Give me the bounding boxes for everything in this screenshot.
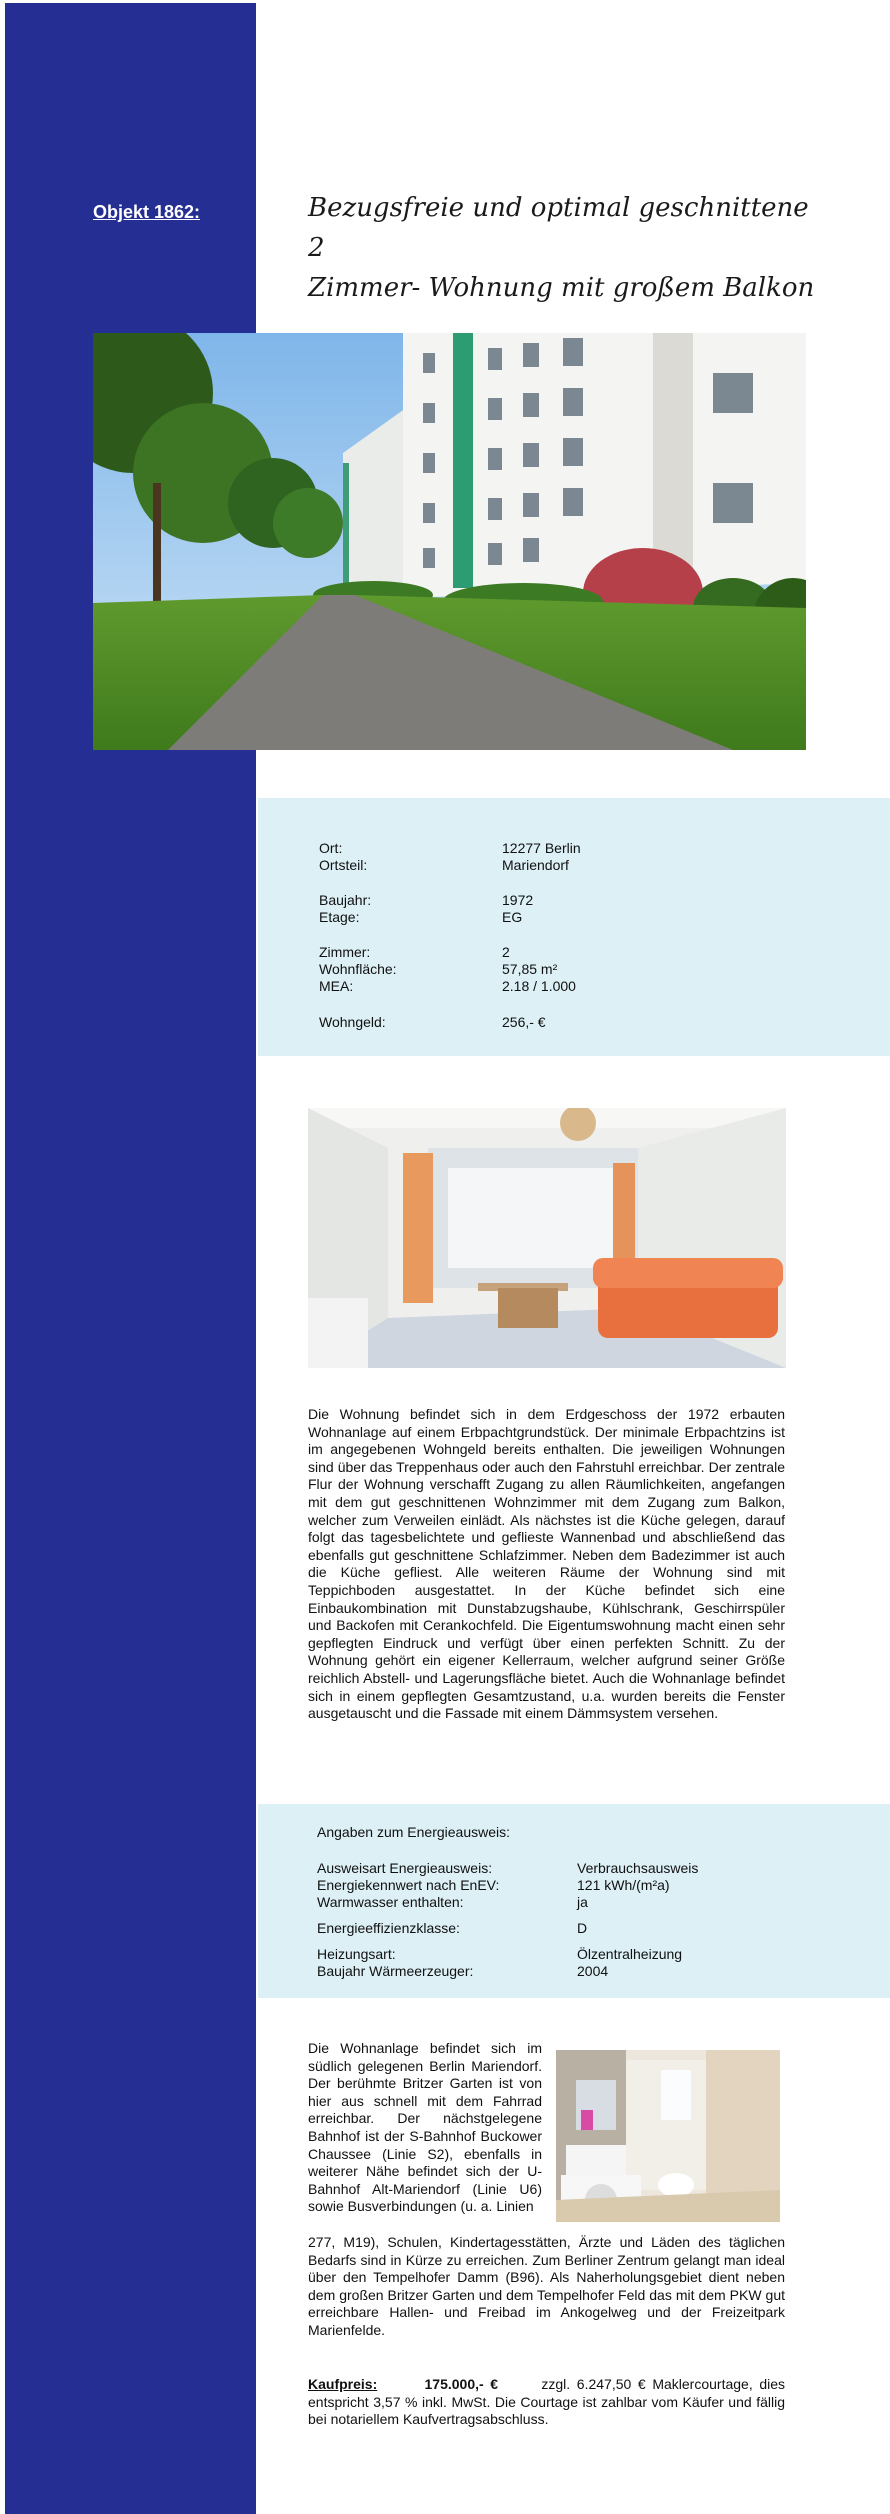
- title-line-2: Zimmer- Wohnung mit großem Balkon: [308, 273, 815, 303]
- facts-box: [258, 798, 890, 1056]
- energy-row: Warmwasser enthalten: ja: [317, 1894, 588, 1910]
- fact-row: Zimmer: 2: [319, 944, 510, 960]
- energy-group-2: [317, 1920, 587, 1937]
- page-title: [308, 188, 828, 308]
- facts-size: [319, 944, 576, 995]
- fact-row: Wohngeld: 256,- €: [319, 1014, 546, 1030]
- fact-row: Etage: EG: [319, 909, 523, 925]
- title-line-1: Bezugsfreie und optimal geschnittene 2: [308, 193, 809, 263]
- energy-row: Energiekennwert nach EnEV: 121 kWh/(m²a): [317, 1877, 670, 1893]
- property-description: Die Wohnung befindet sich in dem Erdgeschoss der 1972 erbauten Wohnanlage auf einem Erbpachtgrundstück. Der minimale Erbpachtzins ist im angegebenen Wohngeld bereits enthalten. Die jeweiligen Wohnungen sind über das Treppenhaus oder auch den Fahrstuhl erreichbar. Der zentrale Flur der Wohnung verschafft Zugang zu allen Räumlichkeiten, angefangen mit dem gut geschnittenen Wohnzimmer mit dem Zugang zum Balkon, welcher zum Verweilen einlädt. Als nächstes ist die Küche gelegen, darauf folgt das tagesbelichtete und geflieste Wannenbad und abschließend das ebenfalls gut geschnittene Schlafzimmer. Neben dem Badezimmer ist auch die Küche gefliest. Alle weiteren Räume der Wohnung sind mit Teppichboden ausgestattet. In der Küche befindet sich eine Einbaukombination mit Dunstabzugshaube, Kühlschrank, Geschirrspüler und Backofen mit Cerankochfeld. Die Eigentumswohnung macht einen sehr gepflegten Eindruck und verfügt über einen perfekten Schnitt. Zu der Wohnung gehört ein eigener Kellerraum, welcher aufgrund seiner Größe reichlich Abstell- und Lagerungsfläche bietet. Auch die Wohnanlage befindet sich in einem gepflegten Gesamtzustand, u.a. wurden bereits die Fenster ausgetauscht und die Fassade mit einem Dämmsystem versehen.: [308, 1406, 785, 1722]
- energy-certificate-box: [258, 1804, 890, 1998]
- fact-row: Baujahr: 1972: [319, 892, 534, 908]
- energy-row: Ausweisart Energieausweis: Verbrauchsausweis: [317, 1860, 699, 1876]
- fact-row: Ortsteil: Mariendorf: [319, 857, 569, 873]
- fact-row: Ort: 12277 Berlin: [319, 840, 581, 856]
- price-note: zzgl. 6.247,50 € Maklercourtage, dies entspricht 3,57 % inkl. MwSt. Die Courtage ist zahlbar vom Käufer und fällig bei notariellem Kaufvertragsabschluss.: [308, 2376, 786, 2428]
- living-room-photo: [308, 1108, 786, 1368]
- price-value: 175.000,- €: [424, 2376, 499, 2392]
- energy-group-3: [317, 1946, 682, 1980]
- bathroom-photo: [556, 2050, 780, 2222]
- energy-title: Angaben zum Energieausweis:: [317, 1824, 511, 1840]
- facts-costs: [319, 1014, 546, 1031]
- price-section: [308, 2376, 785, 2429]
- facts-building: [319, 892, 533, 926]
- energy-row: Heizungsart: Ölzentralheizung: [317, 1946, 683, 1962]
- price-label: Kaufpreis:: [308, 2376, 378, 2392]
- location-description-part-2: 277, M19), Schulen, Kindertagesstätten, Ärzte und Läden des täglichen Bedarfs sind in Kürze zu erreichen. Zum Berliner Zentrum gelangt man ideal über den Tempelhofer Damm (B96). Als Naherholungsgebiet dient neben dem großen Britzer Garten und dem Tempelhofer Feld das mit dem PKW gut erreichbare Hallen- und Freibad im Ankogelweg und der Freizeitpark Marienfelde.: [308, 2234, 785, 2338]
- building-exterior-photo: [93, 333, 806, 750]
- location-description-part-1: Die Wohnanlage befindet sich im südlich gelegenen Berlin Mariendorf. Der berühmte Britzer Garten ist von hier aus schnell mit dem Fahrrad erreichbar. Der nächstgelegene Bahnhof ist der S-Bahnhof Buckower Chaussee (Linie S2), ebenfalls in weiterer Nähe befindet sich der U-Bahnhof Alt-Mariendorf (Linie U6) sowie Busverbindungen (u. a. Linien: [308, 2040, 542, 2215]
- energy-group-1: [317, 1860, 698, 1911]
- facts-location: [319, 840, 581, 874]
- object-number: Objekt 1862:: [93, 202, 201, 222]
- energy-row: Baujahr Wärmeerzeuger: 2004: [317, 1963, 609, 1979]
- energy-row: Energieeffizienzklasse: D: [317, 1920, 588, 1936]
- fact-row: Wohnfläche: 57,85 m²: [319, 961, 558, 977]
- fact-row: MEA: 2.18 / 1.000: [319, 978, 576, 994]
